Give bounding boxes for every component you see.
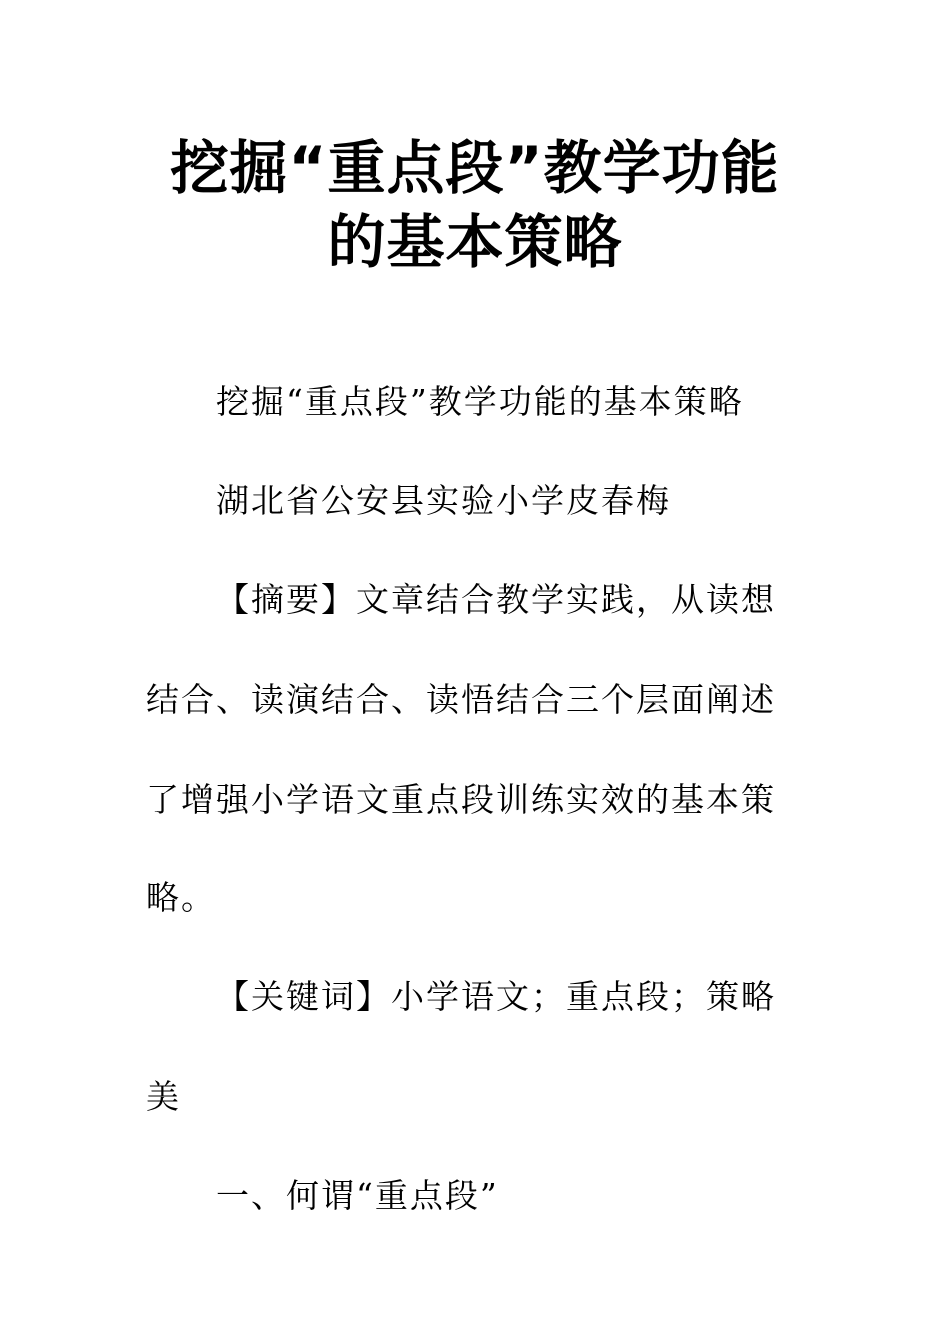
abstract-line-3: 了增强小学语文重点段训练实效的基本策	[146, 780, 776, 819]
keywords-line-2: 美	[146, 1077, 181, 1116]
subtitle: 挖掘“重点段”教学功能的基本策略	[216, 382, 744, 421]
document-title-line-1: 挖掘“重点段”教学功能	[170, 134, 780, 202]
author-line: 湖北省公安县实验小学皮春梅	[216, 481, 671, 520]
document-title-line-2: 的基本策略	[327, 208, 623, 276]
keywords-line-1: 【关键词】小学语文；重点段；策略	[216, 977, 776, 1016]
abstract-line-4: 略。	[146, 878, 216, 917]
section-heading: 一、何谓“重点段”	[216, 1176, 499, 1215]
abstract-line-2: 结合、读演结合、读悟结合三个层面阐述	[146, 680, 776, 719]
abstract-line-1: 【摘要】文章结合教学实践，从读想	[216, 580, 776, 619]
